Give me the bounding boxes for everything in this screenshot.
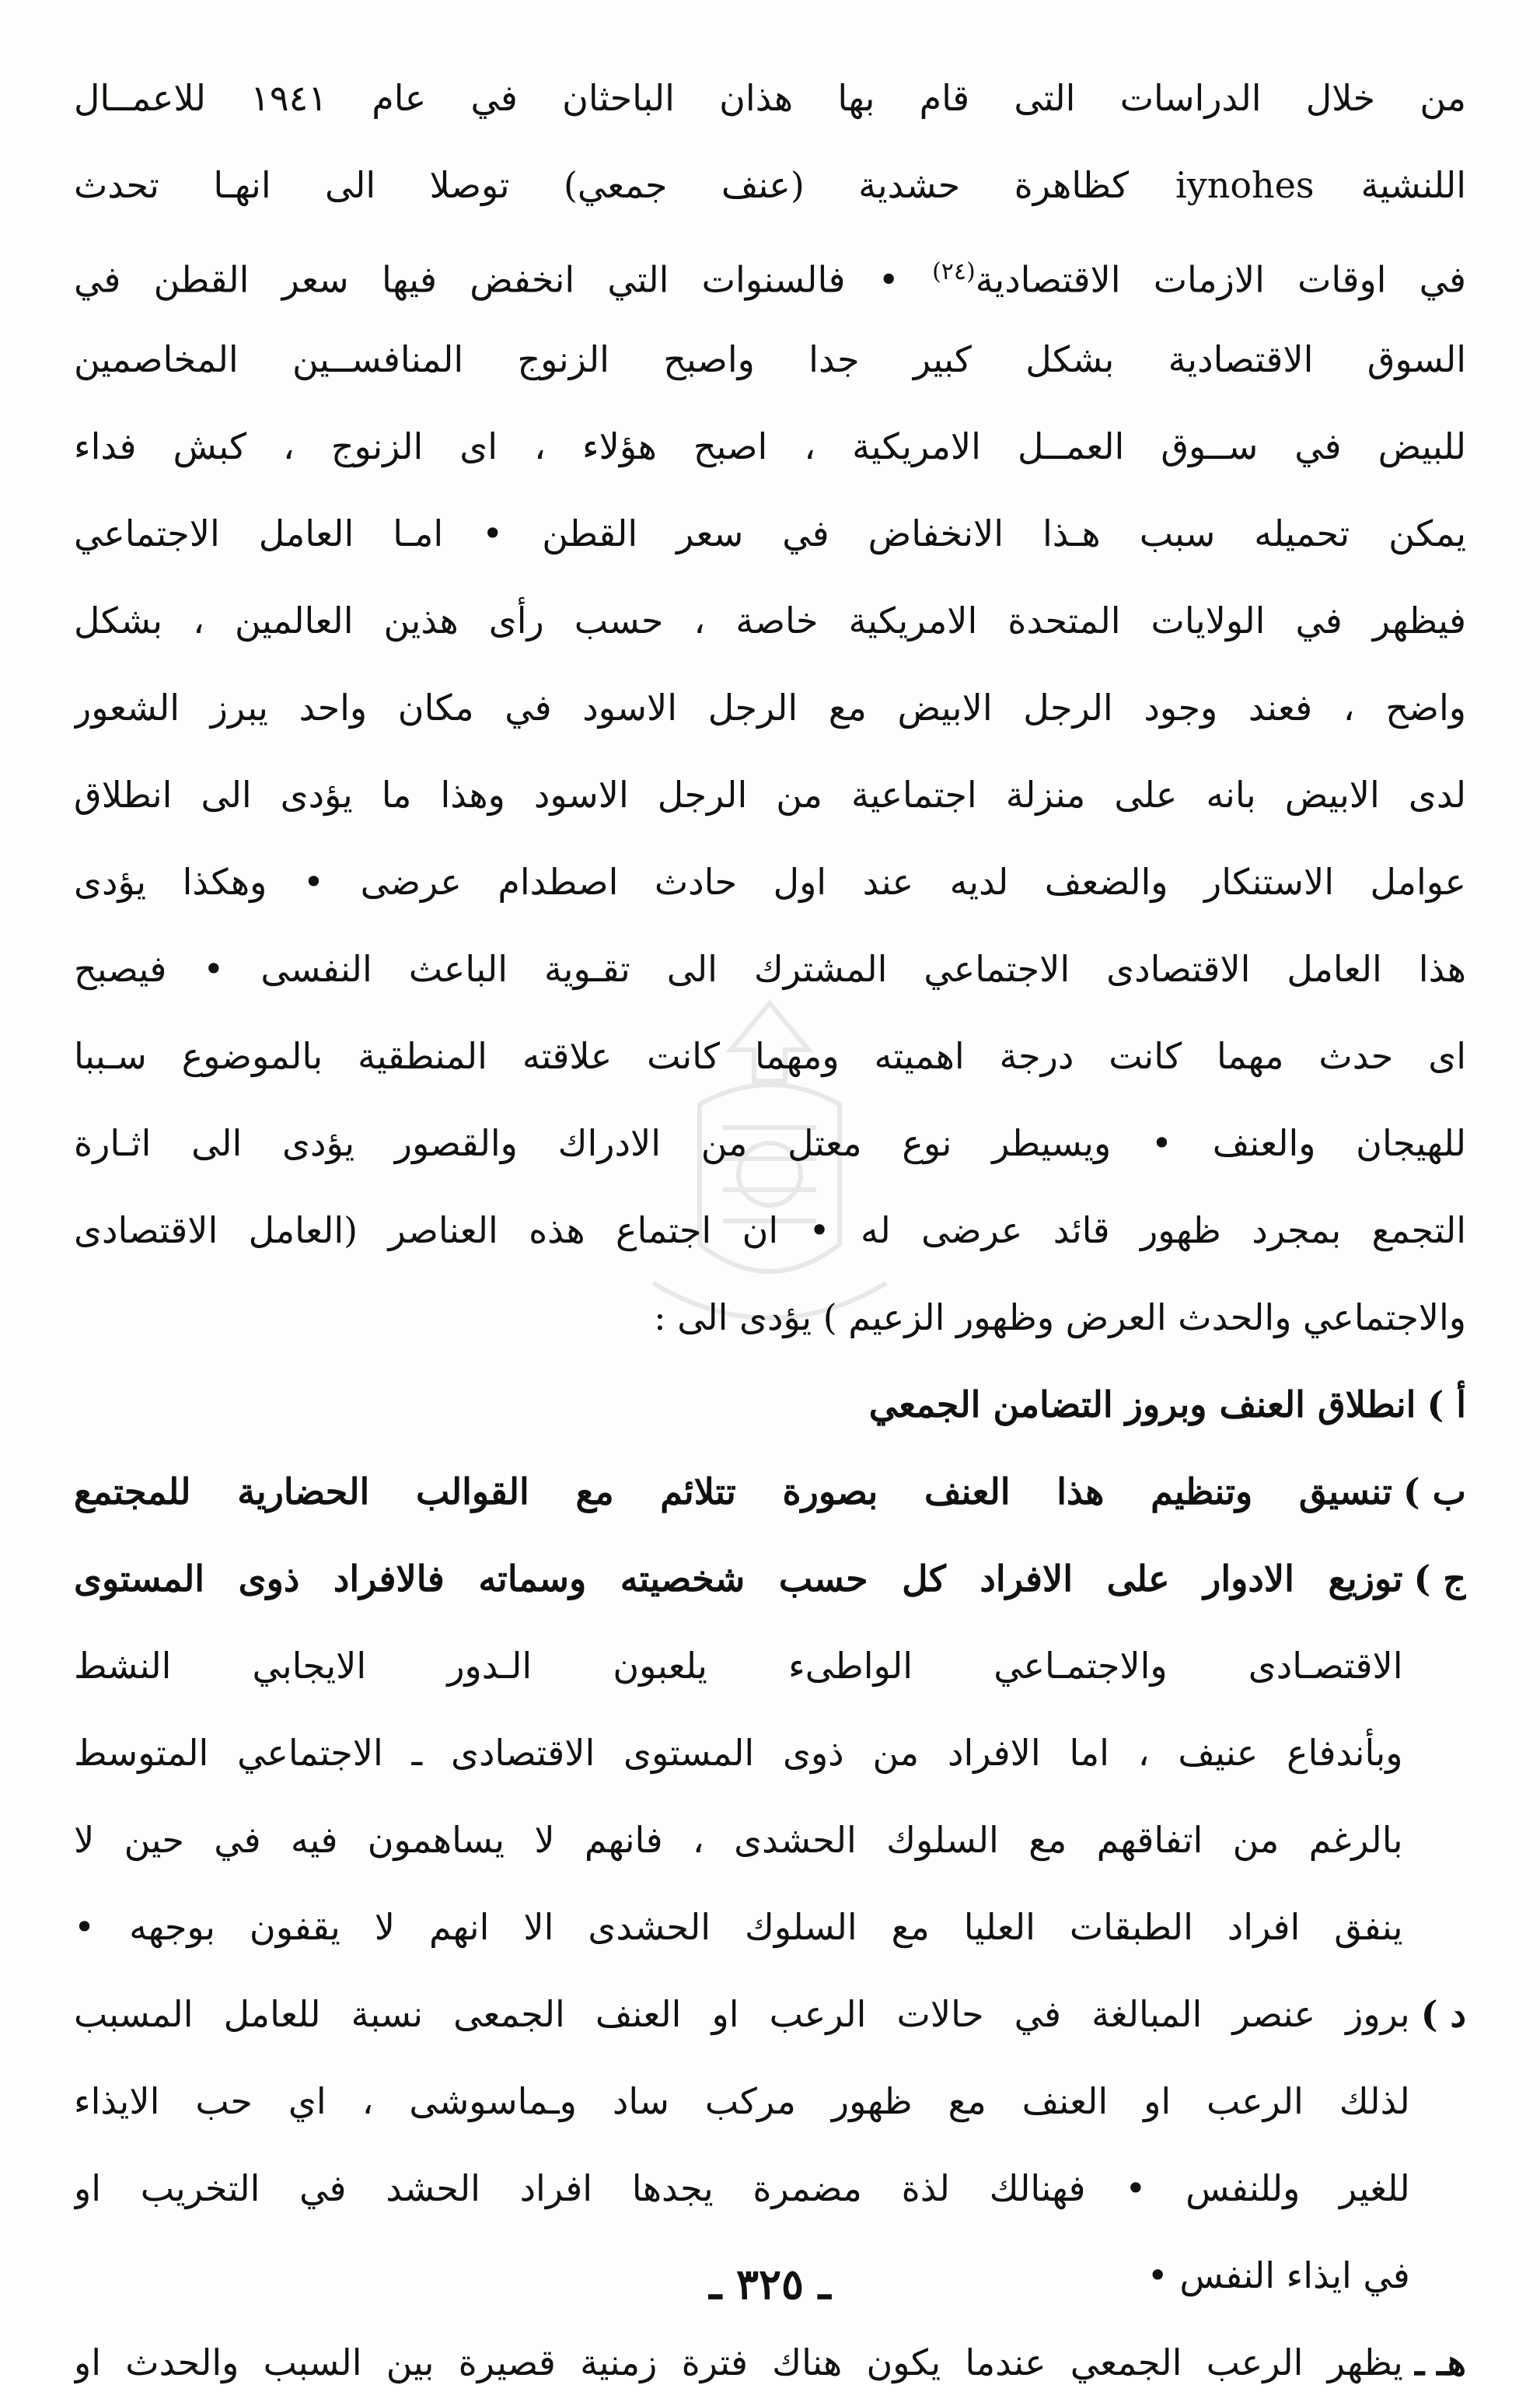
text-line-9: لدى الابيض بانه على منزلة اجتماعية من الرجل الاسود وهذا ما يؤدى الى انطلاق — [74, 774, 1466, 816]
list-marker: هـ ـ — [1413, 2341, 1466, 2383]
list-item-text: ينفق افراد الطبقات العليا مع السلوك الحشدى الا انهم لا يقفون بوجهه • — [74, 1906, 1403, 1948]
list-marker: أ ) — [1427, 1383, 1466, 1425]
text-line-7: فيظهر في الولايات المتحدة الامريكية خاصة ، حسب رأى هذين العالمين ، بشكل — [74, 600, 1466, 642]
list-item-c — [74, 1535, 1466, 1971]
text-line-10: عوامل الاستنكار والضعف لديه عند اول حادث اصطدام عرضى • وهكذا يؤدى — [74, 861, 1466, 903]
list-item-text: تنسيق وتنظيم هذا العنف بصورة تتلائم مع القوالب الحضارية للمجتمع — [74, 1471, 1392, 1512]
text-line-1: من خلال الدراسات التى قام بها هذان الباحثان في عام ١٩٤١ للاعمــال — [74, 77, 1466, 119]
latin-term: iynohes — [1175, 164, 1315, 206]
text-segment: • فالسنوات التي انخفض فيها سعر القطن في — [74, 258, 899, 301]
list-item-text: الاقتصـادى والاجتمـاعي الواطىء يلعبون الـدور الايجابي النشط — [74, 1645, 1403, 1687]
list-item-e — [74, 2319, 1466, 2406]
list-marker: ب ) — [1402, 1471, 1466, 1512]
body-text — [74, 54, 1466, 2406]
text-line-4: السوق الاقتصادية بشكل كبير جدا واصبح الزنوج المنافســين المخاصمين — [74, 338, 1466, 380]
text-line-8: واضح ، فعند وجود الرجل الابيض مع الرجل الاسود في مكان واحد يبرز الشعور — [74, 687, 1466, 729]
list-item-a — [74, 1361, 1466, 1448]
text-line-12: اى حدث مهما كانت درجة اهميته ومهما كانت علاقته المنطقية بالموضوع سـببا — [74, 1035, 1466, 1077]
text-line-14: التجمع بمجرد ظهور قائد عرضى له • ان اجتماع هذه العناصر (العامل الاقتصادى — [74, 1209, 1466, 1251]
list-item-b — [74, 1448, 1466, 1535]
footnote-reference: (٢٤) — [932, 258, 976, 285]
text-segment: اللنشية — [1360, 164, 1466, 206]
list-item-text: بروز عنصر المبالغة في حالات الرعب او العنف الجمعى نسبة للعامل المسبب — [74, 1993, 1410, 2035]
list-marker: د ) — [1420, 1993, 1466, 2035]
text-line-5: للبيض في ســوق العمــل الامريكية ، اصبح هؤلاء ، اى الزنوج ، كبش فداء — [74, 425, 1466, 467]
list-item-text: للغير وللنفس • فهنالك لذة مضمرة يجدها افراد الحشد في التخريب او — [74, 2167, 1410, 2209]
list-item-text: لذلك الرعب او العنف مع ظهور مركب ساد وـماسوشى ، اي حب الايذاء — [74, 2080, 1410, 2122]
text-line-6: يمكن تحميله سبب هـذا الانخفاض في سعر القطن • امـا العامل الاجتماعي — [74, 512, 1466, 554]
text-line-2 — [74, 142, 1466, 229]
text-line-3 — [74, 229, 1466, 316]
list-item-text: في ايذاء النفس • — [1147, 2254, 1410, 2296]
list-marker: ج ) — [1413, 1558, 1466, 1600]
list-item-text: وبأندفاع عنيف ، اما الافراد من ذوى المستوى الاقتصادى ـ الاجتماعي المتوسط — [74, 1732, 1403, 1774]
text-segment: في اوقات الازمات الاقتصادية — [975, 258, 1466, 301]
page-number: ـ ٣٢٥ ـ — [709, 2259, 831, 2309]
text-line-15: والاجتماعي والحدث العرض وظهور الزعيم ) يؤدى الى : — [654, 1296, 1466, 1338]
text-line-11: هذا العامل الاقتصادى الاجتماعي المشترك الى تقـوية الباعث النفسى • فيصبح — [74, 948, 1466, 990]
text-line-13: للهيجان والعنف • ويسيطر نوع معتل من الادراك والقصور يؤدى الى اثـارة — [74, 1122, 1466, 1164]
list-item-text: يظهر الرعب الجمعي عندما يكون هناك فترة زمنية قصيرة بين السبب والحدث او — [74, 2341, 1403, 2383]
list-item-text: بالرغم من اتفاقهم مع السلوك الحشدى ، فانهم لا يساهمون فيه في حين لا — [74, 1819, 1403, 1861]
text-segment: كظاهرة حشدية (عنف جمعي) توصلا الى انهـا تحدث — [74, 164, 1130, 206]
list-item-text: انطلاق العنف وبروز التضامن الجمعي — [868, 1383, 1416, 1425]
list-item-text: توزيع الادوار على الافراد كل حسب شخصيته وسماته فالافراد ذوى المستوى — [74, 1558, 1403, 1600]
